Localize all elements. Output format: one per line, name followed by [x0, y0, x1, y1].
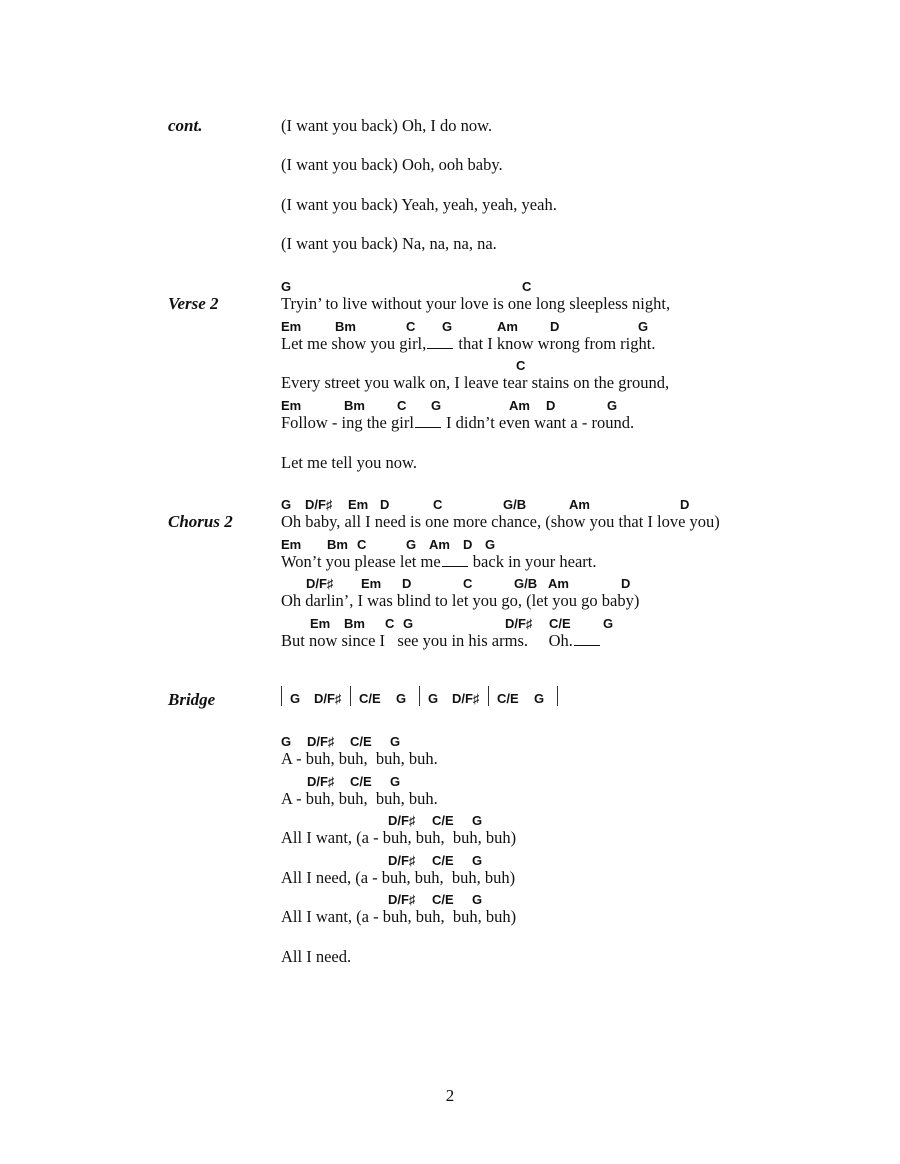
chord: D/F♯: [452, 691, 480, 706]
held-note-line: [574, 644, 600, 646]
chord: D: [680, 497, 690, 512]
lyric-line: All I want, (a - buh, buh, buh, buh): [281, 907, 517, 926]
chord: G: [431, 398, 442, 413]
chord: G/B: [514, 576, 538, 591]
lyric-line: Oh darlin’, I was blind to let you go, (let you go baby): [281, 591, 640, 610]
chord: Bm: [335, 319, 356, 334]
chord: D: [380, 497, 390, 512]
chord: D/F♯: [307, 734, 335, 749]
chord: D/F♯: [306, 576, 334, 591]
chord: G: [281, 497, 292, 512]
chord: Em: [310, 616, 331, 631]
chord: C/E: [432, 892, 454, 907]
lyric-line: [281, 631, 601, 651]
chord: Am: [497, 319, 518, 334]
chord: C/E: [497, 691, 519, 706]
section-label-bridge: Bridge: [168, 690, 216, 709]
chord: C/E: [359, 691, 381, 706]
chord: G: [472, 853, 483, 868]
lyric-line: Oh baby, all I need is one more chance, (show you that I love you): [281, 512, 720, 531]
chord: Em: [348, 497, 369, 512]
bar-line: [350, 686, 351, 706]
lyric-segment: I didn’t even want a - round.: [441, 413, 635, 432]
chord: C: [516, 358, 526, 373]
chord: Em: [361, 576, 382, 591]
lyric-segment: Follow - ing the girl: [281, 413, 414, 432]
chord: D/F♯: [314, 691, 342, 706]
bar-line: [419, 686, 420, 706]
bar-line: [281, 686, 282, 706]
chord: G: [403, 616, 414, 631]
chord: Am: [569, 497, 590, 512]
chord: G: [396, 691, 407, 706]
section-label-chorus-2: Chorus 2: [168, 512, 233, 531]
chord: G: [428, 691, 439, 706]
bar-line: [488, 686, 489, 706]
chord: D: [621, 576, 631, 591]
chord: G: [290, 691, 301, 706]
lyric-segment: Let me show you girl,: [281, 334, 427, 353]
chord: D/F♯: [505, 616, 533, 631]
chord: C: [433, 497, 443, 512]
chord: Em: [281, 537, 302, 552]
lyric-line: (I want you back) Oh, I do now.: [281, 116, 493, 135]
chord: G: [472, 813, 483, 828]
chord: C: [357, 537, 367, 552]
chord: Am: [548, 576, 569, 591]
page-number: 2: [445, 1086, 455, 1105]
chord: Bm: [344, 616, 365, 631]
chord: D/F♯: [388, 813, 416, 828]
lyric-segment: that I know wrong from right.: [454, 334, 656, 353]
lyric-line: All I need.: [281, 947, 352, 966]
chord: G: [472, 892, 483, 907]
lyric-line: Every street you walk on, I leave tear stains on the ground,: [281, 373, 670, 392]
chord: C/E: [432, 853, 454, 868]
chord: G: [406, 537, 417, 552]
chord: G: [390, 774, 401, 789]
chord: Am: [429, 537, 450, 552]
chord: Bm: [344, 398, 365, 413]
chord: C/E: [432, 813, 454, 828]
chord: G: [281, 734, 292, 749]
chord: Em: [281, 319, 302, 334]
chord: D/F♯: [388, 892, 416, 907]
lyric-line: [281, 413, 634, 433]
chord: Bm: [327, 537, 348, 552]
chord: C: [522, 279, 532, 294]
chord: D/F♯: [388, 853, 416, 868]
bar-line: [557, 686, 558, 706]
chord: C: [406, 319, 416, 334]
lyric-line: (I want you back) Na, na, na, na.: [281, 234, 497, 253]
lyric-line: (I want you back) Ooh, ooh baby.: [281, 155, 503, 174]
lyric-line: All I need, (a - buh, buh, buh, buh): [281, 868, 516, 887]
lyric-line: Tryin’ to live without your love is one long sleepless night,: [281, 294, 671, 313]
held-note-line: [415, 426, 441, 428]
chord: C: [397, 398, 407, 413]
chord: C/E: [549, 616, 571, 631]
chord: D: [402, 576, 412, 591]
chord: D/F♯: [307, 774, 335, 789]
chord: G: [442, 319, 453, 334]
lyric-line: [281, 552, 597, 572]
chord: G: [281, 279, 292, 294]
lyric-line: Let me tell you now.: [281, 453, 417, 472]
chord: D: [546, 398, 556, 413]
held-note-line: [442, 565, 468, 567]
section-label-verse-2: Verse 2: [168, 294, 219, 313]
chord: D: [463, 537, 473, 552]
chord: D: [550, 319, 560, 334]
lyric-line: All I want, (a - buh, buh, buh, buh): [281, 828, 517, 847]
chord: C: [463, 576, 473, 591]
lyric-segment: But now since I see you in his arms. Oh.: [281, 631, 573, 650]
chord: G: [603, 616, 614, 631]
chord: C: [385, 616, 395, 631]
lyric-line: [281, 334, 655, 354]
chord: G/B: [503, 497, 527, 512]
chord: D/F♯: [305, 497, 333, 512]
lyric-segment: back in your heart.: [468, 552, 597, 571]
lyric-line: A - buh, buh, buh, buh.: [281, 789, 438, 808]
chord: Em: [281, 398, 302, 413]
section-label-cont: cont.: [168, 116, 203, 135]
lyric-line: (I want you back) Yeah, yeah, yeah, yeah.: [281, 195, 557, 214]
chord: Am: [509, 398, 530, 413]
lyric-segment: Won’t you please let me: [281, 552, 441, 571]
lyric-line: A - buh, buh, buh, buh.: [281, 749, 438, 768]
chord: G: [390, 734, 401, 749]
chord: G: [607, 398, 618, 413]
chord: C/E: [350, 734, 372, 749]
chord: G: [534, 691, 545, 706]
chord: G: [485, 537, 496, 552]
chord: G: [638, 319, 649, 334]
chord: C/E: [350, 774, 372, 789]
held-note-line: [427, 347, 453, 349]
